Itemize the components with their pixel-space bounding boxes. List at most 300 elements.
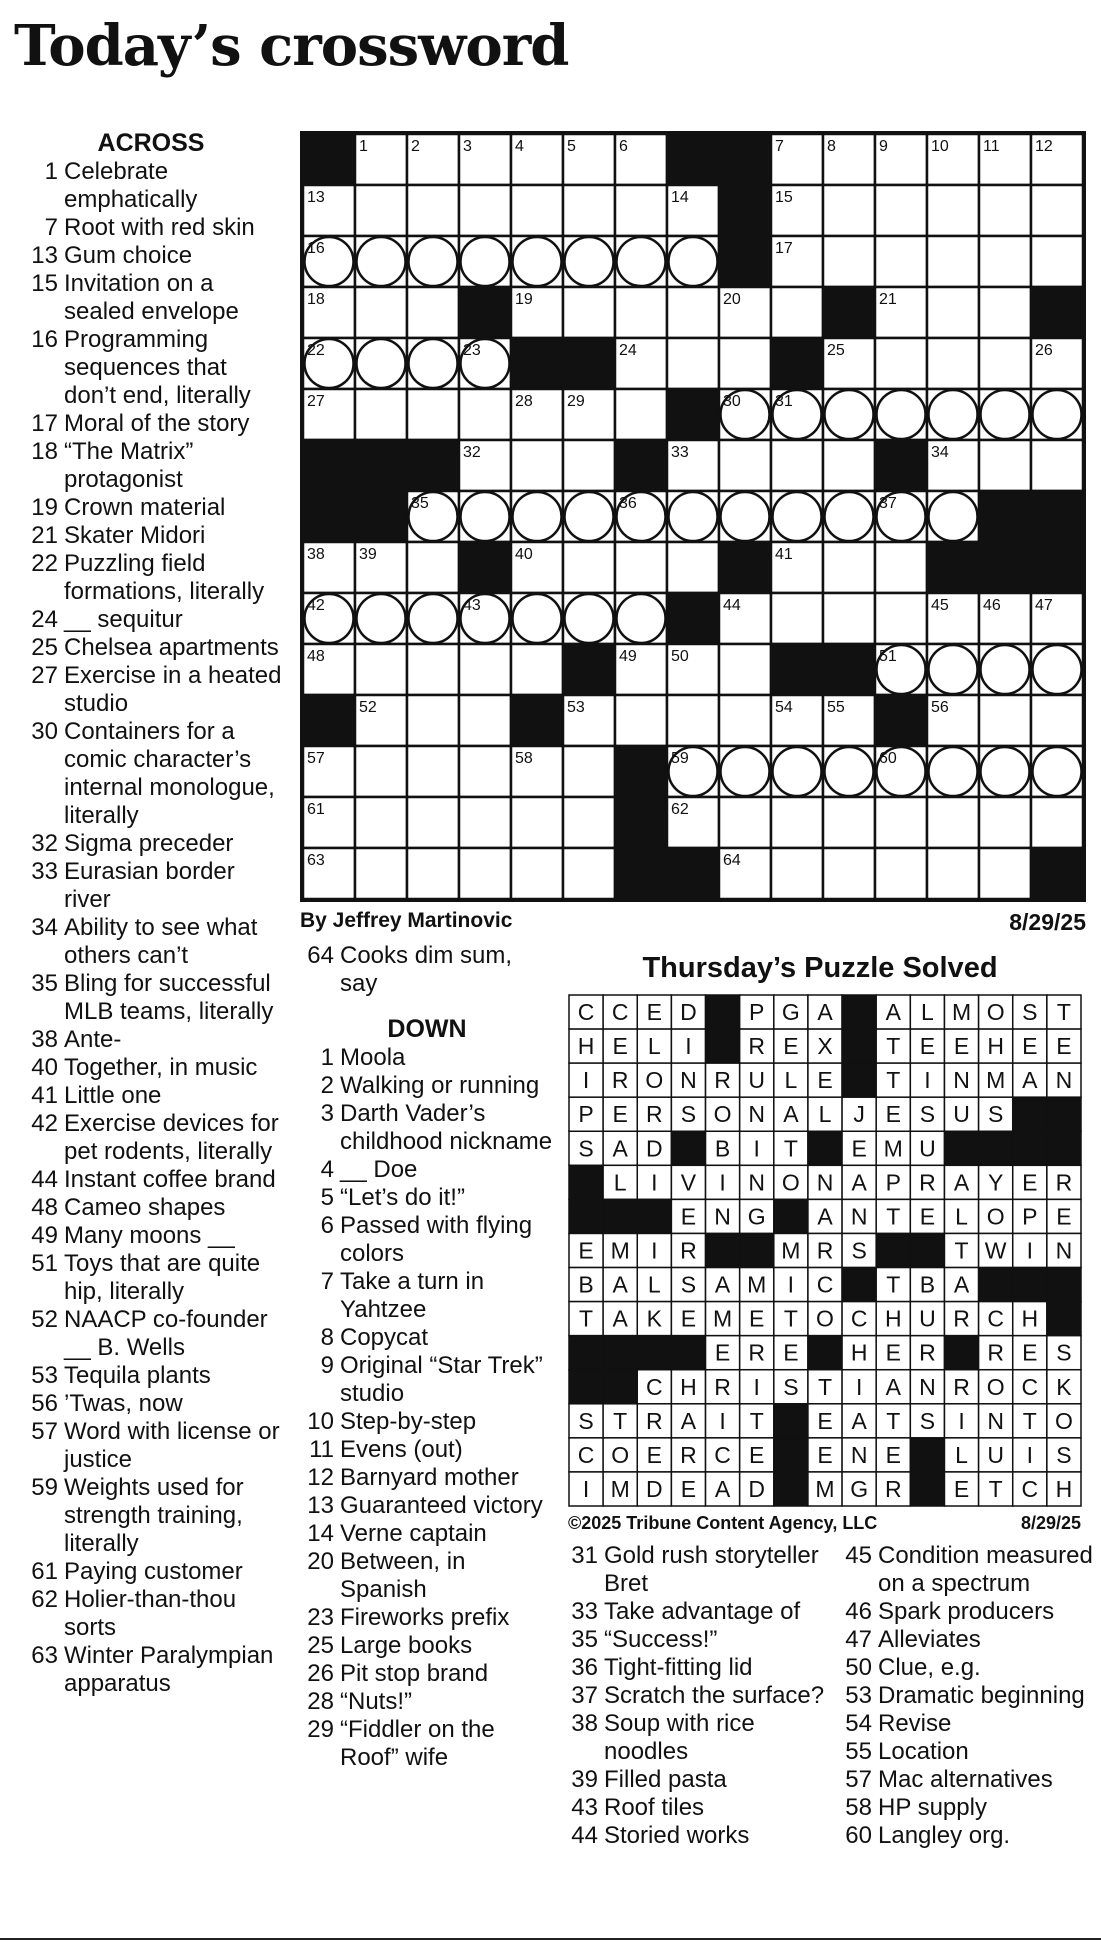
down-clues-col3: [836, 1542, 1098, 1850]
black-square: [1031, 491, 1083, 542]
black-square: [303, 134, 355, 185]
black-square: [823, 644, 875, 695]
down-clue: [562, 1794, 832, 1822]
grid-cell[interactable]: [1031, 695, 1083, 746]
grid-cell[interactable]: [615, 695, 667, 746]
solution-letter: T: [886, 1203, 901, 1230]
solution-letter: I: [719, 1169, 726, 1196]
cell-number: 40: [515, 546, 533, 563]
solution-letter: R: [646, 1101, 663, 1128]
solution-letter: O: [713, 1101, 732, 1128]
solution-letter: U: [919, 1135, 936, 1162]
clue-text: Moral of the story: [64, 410, 250, 437]
grid-cell[interactable]: [563, 185, 615, 236]
clue-number: 64: [307, 942, 334, 969]
solution-letter: S: [680, 1101, 697, 1128]
cell-number: 31: [775, 393, 793, 410]
black-square: [719, 185, 771, 236]
cell-number: 36: [619, 495, 637, 512]
solution-black-square: [569, 1199, 603, 1233]
solution-letter: S: [578, 1407, 594, 1434]
grid-cell[interactable]: [563, 848, 615, 899]
clue-number: 8: [320, 1324, 334, 1351]
black-square: [979, 491, 1031, 542]
grid-cell[interactable]: [1031, 185, 1083, 236]
solution-black-square: [1047, 1268, 1081, 1302]
across-clue: [20, 1586, 282, 1642]
clue-number: 46: [845, 1598, 872, 1625]
grid-cell[interactable]: [459, 848, 511, 899]
clue-text: HP supply: [878, 1794, 987, 1821]
cell-number: 13: [307, 189, 325, 206]
solution-letter: R: [1055, 1169, 1073, 1196]
solution-letter: A: [612, 1305, 628, 1332]
grid-cell[interactable]: [771, 593, 823, 644]
grid-cell[interactable]: [563, 746, 615, 797]
solution-copyright: ©2025 Tribune Content Agency, LLC: [568, 1513, 878, 1533]
clue-number: 50: [845, 1654, 872, 1681]
grid-cell[interactable]: [927, 797, 979, 848]
clue-number: 1: [320, 1044, 334, 1071]
grid-cell[interactable]: [459, 746, 511, 797]
clue-text: Mac alternatives: [878, 1766, 1053, 1793]
grid-cell[interactable]: [771, 797, 823, 848]
clue-text: “Let’s do it!”: [340, 1184, 465, 1211]
grid-cell[interactable]: [927, 236, 979, 287]
grid-cell[interactable]: [563, 287, 615, 338]
grid-cell[interactable]: [979, 338, 1031, 389]
cell-number: 23: [463, 342, 481, 359]
grid-cell[interactable]: [927, 848, 979, 899]
cell-number: 32: [463, 444, 481, 461]
solution-black-square: [1047, 1131, 1081, 1165]
solution-letter: T: [783, 1135, 798, 1162]
solution-letter: G: [781, 999, 800, 1026]
clue-text: Take a turn in Yahtzee: [340, 1268, 485, 1323]
solution-letter: I: [753, 1135, 760, 1162]
solution-black-square: [842, 1029, 876, 1063]
clue-text: Spark producers: [878, 1598, 1055, 1625]
solution-letter: R: [646, 1407, 663, 1434]
grid-cell[interactable]: [719, 695, 771, 746]
clue-text: Alleviates: [878, 1626, 981, 1653]
solution-letter: L: [647, 1271, 661, 1298]
solution-letter: E: [1022, 1339, 1038, 1366]
grid-cell[interactable]: [407, 848, 459, 899]
grid-cell[interactable]: [979, 287, 1031, 338]
solution-letter: G: [850, 1475, 869, 1502]
grid-cell[interactable]: [615, 185, 667, 236]
grid-cell[interactable]: [355, 287, 407, 338]
solution-letter: A: [612, 1271, 628, 1298]
solution-letter: L: [784, 1067, 798, 1094]
clue-number: 61: [31, 1558, 58, 1585]
clue-text: Copycat: [340, 1324, 429, 1351]
solution-black-square: [603, 1370, 637, 1404]
grid-cell[interactable]: [407, 185, 459, 236]
grid-cell[interactable]: [511, 185, 563, 236]
clue-text: Root with red skin: [64, 214, 255, 241]
clue-number: 26: [307, 1660, 334, 1687]
solution-letter: B: [578, 1271, 594, 1298]
grid-cell[interactable]: [615, 287, 667, 338]
clue-number: 59: [31, 1474, 58, 1501]
solution-letter: H: [987, 1033, 1004, 1060]
black-square: [667, 389, 719, 440]
down-clues-col1: [298, 942, 556, 1772]
grid-cell[interactable]: [667, 695, 719, 746]
cell-number: 19: [515, 291, 533, 308]
black-square: [615, 797, 667, 848]
clue-number: 52: [31, 1306, 58, 1333]
solution-letter: T: [886, 1033, 901, 1060]
solution-letter: I: [1026, 1237, 1033, 1264]
solution-letter: C: [577, 1441, 595, 1468]
grid-cell[interactable]: [823, 440, 875, 491]
across-header: ACROSS: [97, 129, 205, 157]
across-clue: [20, 830, 282, 858]
grid-cell[interactable]: [979, 695, 1031, 746]
solution-letter: O: [781, 1169, 800, 1196]
grid-cell[interactable]: [823, 593, 875, 644]
grid-cell[interactable]: [667, 338, 719, 389]
down-clue: [298, 1660, 556, 1688]
across-clue: [20, 214, 282, 242]
grid-cell[interactable]: [511, 440, 563, 491]
solution-letter: L: [921, 999, 934, 1026]
cell-number: 48: [307, 648, 325, 665]
grid-cell[interactable]: [459, 185, 511, 236]
solution-letter: E: [646, 1441, 663, 1468]
solution-letter: M: [951, 999, 972, 1026]
solution-letter: N: [850, 1441, 868, 1468]
solution-letter: E: [646, 999, 663, 1026]
cell-number: 27: [307, 393, 325, 410]
grid-cell[interactable]: [823, 797, 875, 848]
grid-cell[interactable]: [875, 593, 927, 644]
grid-cell[interactable]: [615, 542, 667, 593]
clue-text: Invitation on a sealed envelope: [64, 270, 239, 325]
clue-number: 41: [31, 1082, 58, 1109]
black-square: [303, 695, 355, 746]
solution-letter: A: [885, 999, 901, 1026]
across-clue: [20, 1166, 282, 1194]
solution-black-square: [979, 1131, 1013, 1165]
solution-letter: A: [885, 1373, 901, 1400]
clue-text: __ Doe: [340, 1156, 418, 1183]
cell-number: 47: [1035, 597, 1053, 614]
clue-text: Darth Vader’s childhood nickname: [340, 1100, 553, 1155]
grid-cell[interactable]: [875, 848, 927, 899]
solution-letter: R: [714, 1067, 731, 1094]
grid-cell[interactable]: [979, 440, 1031, 491]
grid-cell[interactable]: [459, 797, 511, 848]
grid-cell[interactable]: [407, 542, 459, 593]
clue-text: Crown material: [64, 494, 226, 521]
grid-cell[interactable]: [1031, 440, 1083, 491]
clue-number: 7: [320, 1268, 334, 1295]
solution-letter: D: [748, 1475, 766, 1502]
grid-cell[interactable]: [355, 746, 407, 797]
black-square: [875, 440, 927, 491]
down-clue: [298, 1632, 556, 1660]
grid-cell[interactable]: [771, 287, 823, 338]
solution-letter: R: [680, 1237, 697, 1264]
solution-letter: P: [749, 999, 765, 1026]
solution-letter: L: [647, 1033, 661, 1060]
grid-cell[interactable]: [823, 848, 875, 899]
clue-number: 11: [309, 1436, 334, 1463]
down-clue: [836, 1654, 1098, 1682]
grid-cell[interactable]: [927, 287, 979, 338]
clue-number: 39: [571, 1766, 598, 1793]
grid-cell[interactable]: [511, 797, 563, 848]
clue-text: Tequila plants: [64, 1362, 211, 1389]
solution-letter: T: [613, 1407, 628, 1434]
solution-letter: U: [987, 1441, 1004, 1468]
solution-black-square: [1013, 1131, 1047, 1165]
clue-text: Exercise devices for pet rodents, literally: [64, 1110, 279, 1165]
grid-cell[interactable]: [979, 797, 1031, 848]
grid-cell[interactable]: [459, 389, 511, 440]
cell-number: 60: [879, 750, 897, 767]
solution-letter: S: [919, 1407, 936, 1434]
solution-letter: A: [851, 1169, 867, 1196]
grid-cell[interactable]: [407, 644, 459, 695]
across-clue: [20, 1390, 282, 1418]
clue-number: 5: [320, 1184, 334, 1211]
grid-cell[interactable]: [823, 236, 875, 287]
grid-cell[interactable]: [407, 746, 459, 797]
across-clue: [20, 550, 282, 606]
cell-number: 43: [463, 597, 481, 614]
crossword-grid[interactable]: [300, 131, 1086, 902]
solution-letter: E: [680, 1203, 697, 1230]
solution-letter: U: [919, 1305, 936, 1332]
clue-number: 58: [845, 1794, 872, 1821]
solution-letter: N: [953, 1067, 970, 1094]
solution-letter: K: [1056, 1373, 1072, 1400]
grid-cell[interactable]: [407, 797, 459, 848]
clue-number: 49: [31, 1222, 58, 1249]
cell-number: 38: [307, 546, 325, 563]
clue-number: 16: [31, 326, 58, 353]
grid-cell[interactable]: [407, 389, 459, 440]
clue-number: 17: [31, 410, 58, 437]
solution-letter: N: [748, 1101, 766, 1128]
black-square: [615, 746, 667, 797]
down-clue: [298, 1604, 556, 1632]
grid-cell[interactable]: [875, 338, 927, 389]
clue-number: 51: [31, 1250, 58, 1277]
solution-letter: E: [680, 1305, 697, 1332]
solution-letter: T: [954, 1237, 969, 1264]
solution-letter: S: [578, 1135, 594, 1162]
clue-text: NAACP co-founder __ B. Wells: [64, 1306, 268, 1361]
across-clue: [20, 662, 282, 718]
grid-cell[interactable]: [1031, 236, 1083, 287]
grid-cell[interactable]: [719, 644, 771, 695]
cell-number: 56: [931, 699, 949, 716]
solution-black-square: [774, 1199, 808, 1233]
cell-number: 46: [983, 597, 1001, 614]
grid-cell[interactable]: [875, 185, 927, 236]
clue-text: Scratch the surface?: [604, 1682, 825, 1709]
clue-text: Word with license or justice: [64, 1418, 280, 1473]
solution-letter: A: [851, 1407, 867, 1434]
solution-letter: T: [749, 1407, 764, 1434]
solution-black-square: [808, 1336, 842, 1370]
grid-cell[interactable]: [875, 797, 927, 848]
clue-text: Dramatic beginning: [878, 1682, 1085, 1709]
grid-cell[interactable]: [511, 644, 563, 695]
solution-letter: L: [613, 1169, 627, 1196]
solution-letter: I: [753, 1373, 760, 1400]
clue-text: Evens (out): [340, 1436, 463, 1463]
grid-cell[interactable]: [823, 185, 875, 236]
clue-number: 35: [31, 970, 58, 997]
grid-cell[interactable]: [563, 440, 615, 491]
grid-cell[interactable]: [1031, 797, 1083, 848]
solution-letter: D: [646, 1135, 663, 1162]
solution-letter: E: [885, 1101, 901, 1128]
clue-text: Verne captain: [340, 1520, 487, 1547]
grid-cell[interactable]: [719, 338, 771, 389]
solution-letter: E: [885, 1339, 901, 1366]
grid-cell[interactable]: [823, 542, 875, 593]
grid-cell[interactable]: [459, 644, 511, 695]
grid-cell[interactable]: [979, 236, 1031, 287]
down-clue: [298, 1352, 556, 1408]
grid-cell[interactable]: [719, 797, 771, 848]
solution-letter: E: [919, 1033, 936, 1060]
clue-number: 53: [31, 1362, 58, 1389]
clue-text: Filled pasta: [604, 1766, 727, 1793]
clue-text: Gold rush storyteller Bret: [604, 1542, 819, 1597]
down-clue: [836, 1542, 1098, 1598]
grid-cell[interactable]: [875, 542, 927, 593]
solution-black-square: [774, 1438, 808, 1472]
clue-number: 38: [571, 1710, 598, 1737]
clue-number: 57: [31, 1418, 58, 1445]
black-square: [771, 338, 823, 389]
grid-cell[interactable]: [407, 287, 459, 338]
across-clue: [20, 1306, 282, 1362]
solution-letter: C: [987, 1305, 1004, 1332]
grid-cell[interactable]: [927, 185, 979, 236]
down-clue: [836, 1738, 1098, 1766]
clue-number: 18: [31, 438, 58, 465]
cell-number: 49: [619, 648, 637, 665]
solution-letter: R: [953, 1373, 970, 1400]
down-clue: [298, 1464, 556, 1492]
solution-letter: I: [924, 1067, 931, 1094]
cell-number: 64: [723, 852, 741, 869]
solution-date: 8/29/25: [1020, 1513, 1081, 1533]
grid-cell[interactable]: [407, 695, 459, 746]
clue-text: Walking or running: [340, 1072, 540, 1099]
clue-text: Bling for successful MLB teams, literally: [64, 970, 274, 1025]
grid-cell[interactable]: [355, 389, 407, 440]
across-clue: [20, 970, 282, 1026]
grid-cell[interactable]: [355, 644, 407, 695]
down-clue: [298, 1072, 556, 1100]
across-clue: [20, 522, 282, 550]
grid-cell[interactable]: [771, 848, 823, 899]
black-square: [563, 644, 615, 695]
grid-cell[interactable]: [511, 848, 563, 899]
clue-text: Programming sequences that don’t end, literally: [64, 326, 251, 409]
solution-black-square: [910, 1472, 944, 1506]
solution-letter: R: [611, 1067, 629, 1094]
clue-text: “The Matrix” protagonist: [64, 438, 194, 493]
solution-black-square: [774, 1472, 808, 1506]
solution-letter: C: [714, 1441, 731, 1468]
grid-cell[interactable]: [927, 338, 979, 389]
black-square: [771, 644, 823, 695]
solution-letter: O: [986, 1203, 1005, 1230]
solution-letter: S: [919, 1101, 936, 1128]
solution-letter: H: [680, 1373, 697, 1400]
solution-black-square: [774, 1404, 808, 1438]
clue-text: Langley org.: [878, 1822, 1011, 1849]
grid-cell[interactable]: [667, 287, 719, 338]
grid-cell[interactable]: [355, 185, 407, 236]
black-square: [667, 134, 719, 185]
clue-number: 30: [31, 718, 58, 745]
grid-cell[interactable]: [355, 848, 407, 899]
solution-letter: E: [885, 1441, 901, 1468]
clue-text: Celebrate emphatically: [64, 158, 198, 213]
grid-cell[interactable]: [719, 440, 771, 491]
grid-cell[interactable]: [667, 542, 719, 593]
down-clue: [298, 1212, 556, 1268]
solution-black-square: [603, 1336, 637, 1370]
across-clue: [20, 438, 282, 494]
grid-cell[interactable]: [615, 389, 667, 440]
solution-letter: R: [816, 1237, 834, 1264]
cell-number: 7: [775, 138, 784, 155]
clue-number: 31: [571, 1542, 598, 1569]
grid-cell[interactable]: [459, 695, 511, 746]
grid-cell[interactable]: [563, 542, 615, 593]
solution-letter: S: [851, 1237, 867, 1264]
grid-cell[interactable]: [771, 440, 823, 491]
black-square: [615, 848, 667, 899]
grid-cell[interactable]: [979, 848, 1031, 899]
solution-letter: C: [1021, 1475, 1039, 1502]
grid-cell[interactable]: [875, 236, 927, 287]
solution-black-square: [569, 1370, 603, 1404]
solution-letter: E: [612, 1101, 628, 1128]
clue-number: 1: [44, 158, 58, 185]
solution-letter: M: [815, 1475, 835, 1502]
grid-cell[interactable]: [563, 797, 615, 848]
solution-letter: M: [610, 1475, 630, 1502]
solution-letter: T: [579, 1305, 594, 1332]
grid-cell[interactable]: [979, 185, 1031, 236]
solution-title: Thursday’s Puzzle Solved: [642, 952, 998, 984]
cell-number: 55: [827, 699, 845, 716]
solution-letter: E: [1056, 1203, 1072, 1230]
clue-text: “Fiddler on the Roof” wife: [340, 1716, 495, 1771]
solution-letter: T: [886, 1067, 901, 1094]
solution-letter: C: [646, 1373, 663, 1400]
grid-cell[interactable]: [355, 797, 407, 848]
solution-black-square: [979, 1268, 1013, 1302]
cell-number: 39: [359, 546, 377, 563]
solution-letter: S: [680, 1271, 697, 1298]
